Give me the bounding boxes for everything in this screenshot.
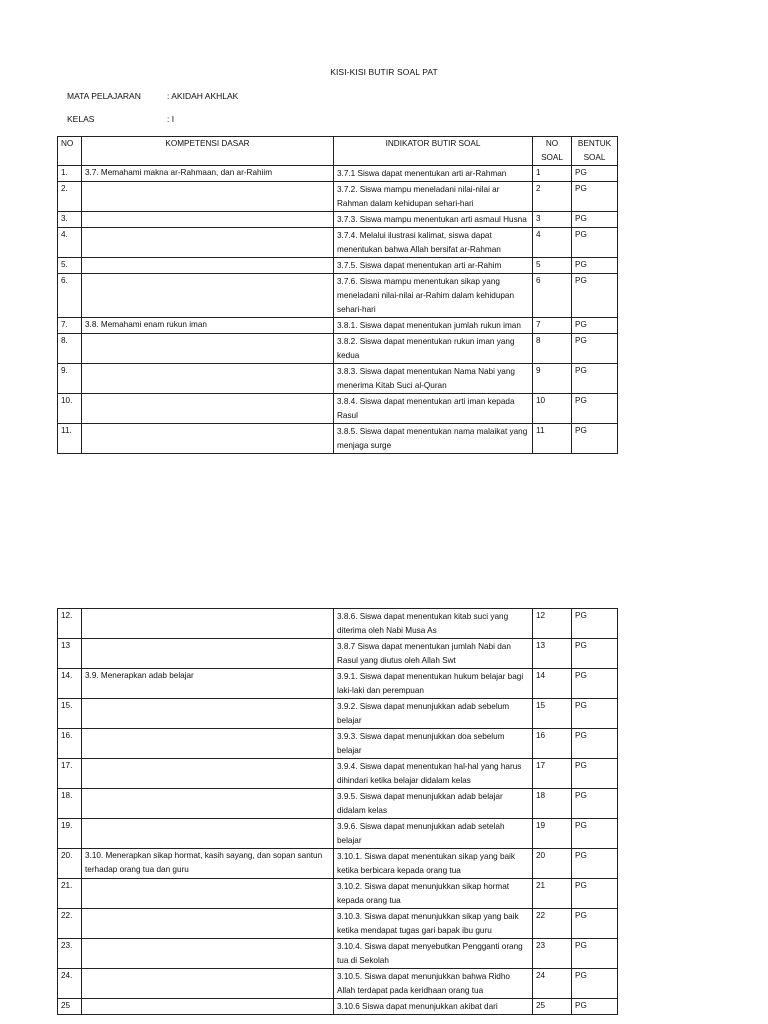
cell-indikator: 3.7.6. Siswa mampu menentukan sikap yang meneladani nilai-nilai ar-Rahim dalam kehidupan sehari-hari	[334, 274, 533, 318]
cell-no: 24.	[58, 969, 82, 999]
table-row	[58, 939, 618, 969]
cell-bentuk-soal: PG	[572, 909, 618, 939]
kelas-label: KELAS	[67, 114, 95, 124]
cell-bentuk-soal: PG	[572, 212, 618, 228]
kelas-value: : I	[167, 114, 175, 124]
header-no-soal: NO SOAL	[533, 137, 572, 166]
cell-bentuk-soal: PG	[572, 639, 618, 669]
cell-kompetensi-dasar: 3.9. Menerapkan adab belajar	[82, 669, 334, 699]
cell-indikator: 3.8.6. Siswa dapat menentukan kitab suci yang diterima oleh Nabi Musa As	[334, 609, 533, 639]
cell-bentuk-soal: PG	[572, 699, 618, 729]
cell-indikator: 3.10.5. Siswa dapat menunjukkan bahwa Ridho Allah terdapat pada keridhaan orang tua	[334, 969, 533, 999]
cell-kompetensi-dasar	[82, 364, 334, 394]
cell-indikator: 3.8.2. Siswa dapat menentukan rukun iman yang kedua	[334, 334, 533, 364]
cell-no-soal: 25	[533, 999, 572, 1015]
cell-no: 14.	[58, 669, 82, 699]
table-row	[58, 318, 618, 334]
cell-no-soal: 1	[533, 166, 572, 182]
cell-no-soal: 9	[533, 364, 572, 394]
table-row	[58, 969, 618, 999]
cell-kompetensi-dasar: 3.8. Memahami enam rukun iman	[82, 318, 334, 334]
kisi-kisi-table-page-2	[57, 608, 618, 1015]
table-header-row	[58, 137, 618, 166]
cell-bentuk-soal: PG	[572, 258, 618, 274]
cell-no: 11.	[58, 424, 82, 454]
table-row	[58, 849, 618, 879]
cell-no-soal: 5	[533, 258, 572, 274]
cell-no: 13	[58, 639, 82, 669]
table-row	[58, 228, 618, 258]
cell-no: 8.	[58, 334, 82, 364]
cell-indikator: 3.10.3. Siswa dapat menunjukkan sikap yang baik ketika mendapat tugas gari bapak ibu guru	[334, 909, 533, 939]
table-row	[58, 639, 618, 669]
cell-indikator: 3.7.5. Siswa dapat menentukan arti ar-Rahim	[334, 258, 533, 274]
cell-kompetensi-dasar	[82, 394, 334, 424]
cell-bentuk-soal: PG	[572, 969, 618, 999]
table-row	[58, 394, 618, 424]
cell-no-soal: 23	[533, 939, 572, 969]
cell-no: 4.	[58, 228, 82, 258]
cell-indikator: 3.10.1. Siswa dapat menentukan sikap yang baik ketika berbicara kepada orang tua	[334, 849, 533, 879]
cell-no: 23.	[58, 939, 82, 969]
cell-no: 5.	[58, 258, 82, 274]
kelas-row	[67, 114, 367, 126]
table-row	[58, 166, 618, 182]
cell-indikator: 3.10.4. Siswa dapat menyebutkan Pengganti orang tua di Sekolah	[334, 939, 533, 969]
cell-no-soal: 13	[533, 639, 572, 669]
cell-kompetensi-dasar	[82, 182, 334, 212]
cell-indikator: 3.8.5. Siswa dapat menentukan nama malaikat yang menjaga surge	[334, 424, 533, 454]
cell-kompetensi-dasar	[82, 879, 334, 909]
cell-no-soal: 18	[533, 789, 572, 819]
table-row	[58, 424, 618, 454]
cell-bentuk-soal: PG	[572, 228, 618, 258]
cell-indikator: 3.9.6. Siswa dapat menunjukkan adab setelah belajar	[334, 819, 533, 849]
table-row	[58, 999, 618, 1015]
cell-kompetensi-dasar	[82, 212, 334, 228]
cell-no: 15.	[58, 699, 82, 729]
cell-indikator: 3.10.6 Siswa dapat menunjukkan akibat dari	[334, 999, 533, 1015]
cell-kompetensi-dasar	[82, 334, 334, 364]
cell-bentuk-soal: PG	[572, 609, 618, 639]
cell-no-soal: 20	[533, 849, 572, 879]
cell-indikator: 3.7.4. Melalui ilustrasi kalimat, siswa dapat menentukan bahwa Allah bersifat ar-Rahman	[334, 228, 533, 258]
cell-indikator: 3.7.3. Siswa mampu menentukan arti asmaul Husna	[334, 212, 533, 228]
table-row	[58, 609, 618, 639]
cell-bentuk-soal: PG	[572, 182, 618, 212]
cell-bentuk-soal: PG	[572, 999, 618, 1015]
cell-no: 19.	[58, 819, 82, 849]
cell-bentuk-soal: PG	[572, 394, 618, 424]
cell-bentuk-soal: PG	[572, 729, 618, 759]
cell-no-soal: 4	[533, 228, 572, 258]
mata-pelajaran-row	[67, 91, 367, 103]
cell-kompetensi-dasar	[82, 609, 334, 639]
cell-kompetensi-dasar	[82, 699, 334, 729]
cell-indikator: 3.9.3. Siswa dapat menunjukkan doa sebelum belajar	[334, 729, 533, 759]
mata-pelajaran-value: : AKIDAH AKHLAK	[167, 91, 239, 101]
table-row	[58, 759, 618, 789]
cell-no-soal: 15	[533, 699, 572, 729]
cell-indikator: 3.8.7 Siswa dapat menentukan jumlah Nabi dan Rasul yang diutus oleh Allah Swt	[334, 639, 533, 669]
cell-kompetensi-dasar	[82, 819, 334, 849]
cell-kompetensi-dasar	[82, 999, 334, 1015]
cell-no: 7.	[58, 318, 82, 334]
cell-bentuk-soal: PG	[572, 318, 618, 334]
table-row	[58, 819, 618, 849]
cell-no-soal: 8	[533, 334, 572, 364]
cell-indikator: 3.10.2. Siswa dapat menunjukkan sikap hormat kepada orang tua	[334, 879, 533, 909]
table-row	[58, 182, 618, 212]
cell-no: 12.	[58, 609, 82, 639]
cell-indikator: 3.9.4. Siswa dapat menentukan hal-hal yang harus dihindari ketika belajar didalam kelas	[334, 759, 533, 789]
cell-no: 10.	[58, 394, 82, 424]
table-row	[58, 274, 618, 318]
cell-bentuk-soal: PG	[572, 364, 618, 394]
kisi-kisi-table-page-1	[57, 136, 618, 454]
cell-kompetensi-dasar	[82, 274, 334, 318]
cell-kompetensi-dasar	[82, 258, 334, 274]
cell-no: 1.	[58, 166, 82, 182]
document-title: KISI-KISI BUTIR SOAL PAT	[330, 67, 438, 77]
cell-no-soal: 3	[533, 212, 572, 228]
mata-pelajaran-label: MATA PELAJARAN	[67, 91, 141, 101]
table-row	[58, 334, 618, 364]
table-row	[58, 364, 618, 394]
cell-kompetensi-dasar: 3.7. Memahami makna ar-Rahmaan, dan ar-Rahiim	[82, 166, 334, 182]
table-row	[58, 258, 618, 274]
cell-no: 18.	[58, 789, 82, 819]
cell-kompetensi-dasar: 3.10. Menerapkan sikap hormat, kasih sayang, dan sopan santun terhadap orang tua dan guru	[82, 849, 334, 879]
cell-no: 20.	[58, 849, 82, 879]
cell-bentuk-soal: PG	[572, 166, 618, 182]
cell-bentuk-soal: PG	[572, 789, 618, 819]
cell-indikator: 3.7.1 Siswa dapat menentukan arti ar-Rahman	[334, 166, 533, 182]
cell-kompetensi-dasar	[82, 729, 334, 759]
cell-no: 6.	[58, 274, 82, 318]
cell-bentuk-soal: PG	[572, 759, 618, 789]
cell-no-soal: 22	[533, 909, 572, 939]
header-bentuk-soal: BENTUK SOAL	[572, 137, 618, 166]
cell-no: 9.	[58, 364, 82, 394]
cell-no: 2.	[58, 182, 82, 212]
header-indikator: INDIKATOR BUTIR SOAL	[334, 137, 533, 166]
cell-indikator: 3.9.5. Siswa dapat menunjukkan adab belajar didalam kelas	[334, 789, 533, 819]
cell-bentuk-soal: PG	[572, 849, 618, 879]
cell-no: 25	[58, 999, 82, 1015]
cell-bentuk-soal: PG	[572, 669, 618, 699]
cell-bentuk-soal: PG	[572, 879, 618, 909]
cell-no-soal: 11	[533, 424, 572, 454]
cell-bentuk-soal: PG	[572, 424, 618, 454]
cell-kompetensi-dasar	[82, 789, 334, 819]
cell-no: 16.	[58, 729, 82, 759]
cell-kompetensi-dasar	[82, 759, 334, 789]
cell-no-soal: 14	[533, 669, 572, 699]
cell-no-soal: 17	[533, 759, 572, 789]
cell-kompetensi-dasar	[82, 639, 334, 669]
cell-no-soal: 16	[533, 729, 572, 759]
cell-no-soal: 7	[533, 318, 572, 334]
table-row	[58, 669, 618, 699]
cell-no-soal: 19	[533, 819, 572, 849]
cell-indikator: 3.8.4. Siswa dapat menentukan arti iman kepada Rasul	[334, 394, 533, 424]
table-row	[58, 729, 618, 759]
cell-no: 22.	[58, 909, 82, 939]
cell-no-soal: 24	[533, 969, 572, 999]
header-no: NO	[58, 137, 82, 166]
cell-bentuk-soal: PG	[572, 274, 618, 318]
cell-indikator: 3.8.1. Siswa dapat menentukan jumlah rukun iman	[334, 318, 533, 334]
cell-no: 17.	[58, 759, 82, 789]
table-row	[58, 212, 618, 228]
cell-no-soal: 21	[533, 879, 572, 909]
cell-kompetensi-dasar	[82, 909, 334, 939]
cell-indikator: 3.9.1. Siswa dapat menentukan hukum belajar bagi laki-laki dan perempuan	[334, 669, 533, 699]
cell-kompetensi-dasar	[82, 969, 334, 999]
table-row	[58, 879, 618, 909]
cell-bentuk-soal: PG	[572, 819, 618, 849]
cell-bentuk-soal: PG	[572, 939, 618, 969]
cell-no: 3.	[58, 212, 82, 228]
table-row	[58, 909, 618, 939]
cell-no-soal: 10	[533, 394, 572, 424]
table-row	[58, 789, 618, 819]
cell-no-soal: 2	[533, 182, 572, 212]
header-kompetensi-dasar: KOMPETENSI DASAR	[82, 137, 334, 166]
cell-bentuk-soal: PG	[572, 334, 618, 364]
cell-kompetensi-dasar	[82, 424, 334, 454]
table-row	[58, 699, 618, 729]
cell-indikator: 3.8.3. Siswa dapat menentukan Nama Nabi yang menerima Kitab Suci al-Quran	[334, 364, 533, 394]
cell-indikator: 3.7.2. Siswa mampu meneladani nilai-nilai ar Rahman dalam kehidupan sehari-hari	[334, 182, 533, 212]
cell-no-soal: 6	[533, 274, 572, 318]
cell-no-soal: 12	[533, 609, 572, 639]
cell-indikator: 3.9.2. Siswa dapat menunjukkan adab sebelum belajar	[334, 699, 533, 729]
cell-no: 21.	[58, 879, 82, 909]
cell-kompetensi-dasar	[82, 228, 334, 258]
cell-kompetensi-dasar	[82, 939, 334, 969]
